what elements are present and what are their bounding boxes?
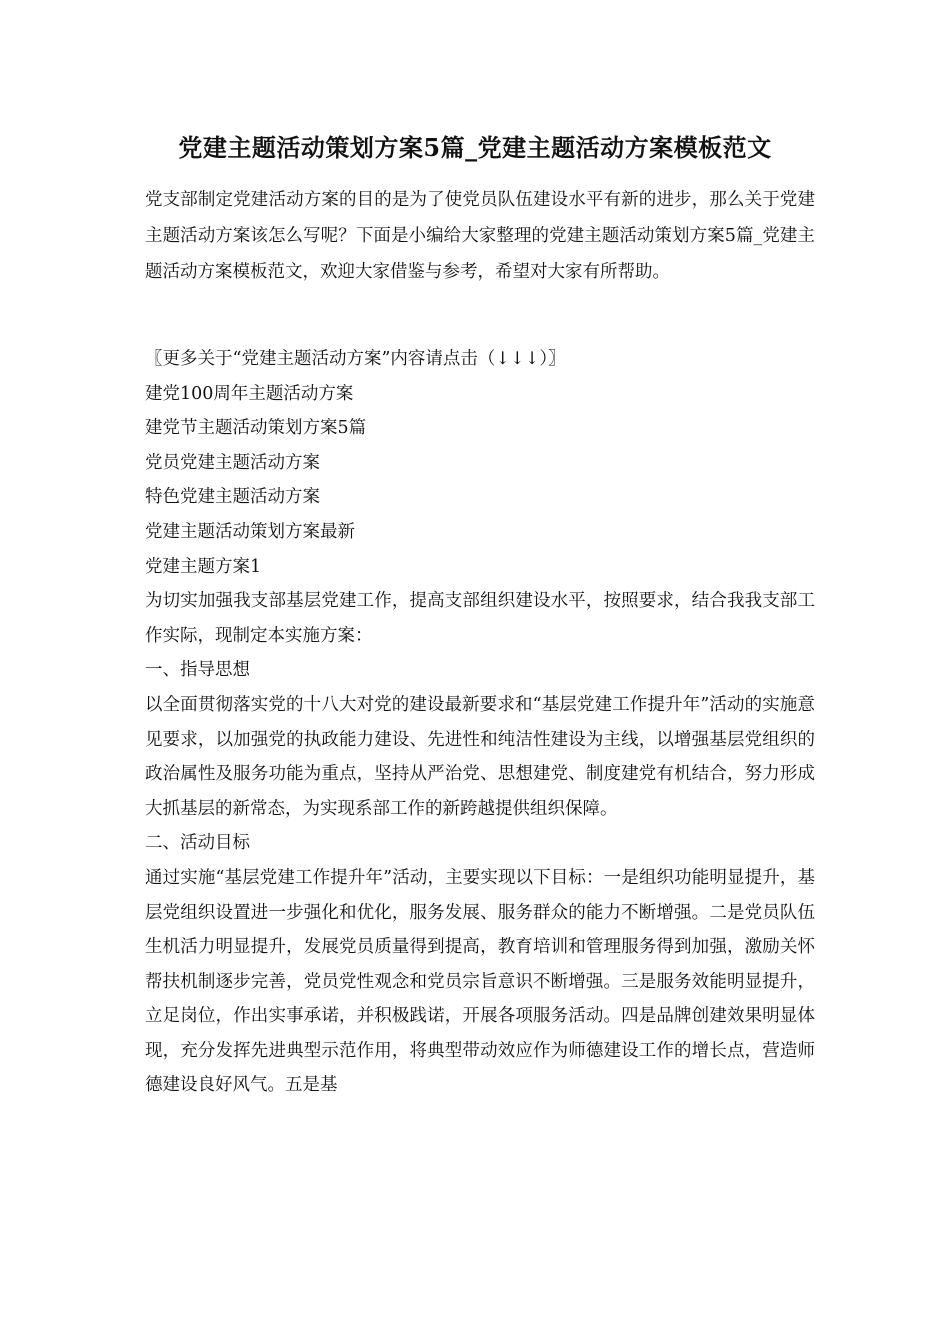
related-link-4[interactable]: 特色党建主题活动方案 — [145, 487, 320, 508]
paragraph-1: 为切实加强我支部基层党建工作，提高支部组织建设水平，按照要求，结合我我支部工作实际，现制定本实施方案： — [145, 591, 815, 646]
section-title: 党建主题方案1 — [145, 556, 262, 577]
document-title: 党建主题活动策划方案5篇_党建主题活动方案模板范文 — [178, 133, 772, 162]
paragraph-2: 以全面贯彻落实党的十八大对党的建设最新要求和“基层党建工作提升年”活动的实施意见要求，以加强党的执政能力建设、先进性和纯洁性建设为主线，以增强基层党组织的政治属性及服务功能为重点，坚持从严治党、思想建党、制度建党有机结合，努力形成大抓基层的新常态，为实现系部工作的新跨越提供组织保障。 — [145, 694, 815, 819]
paragraph-3: 通过实施“基层党建工作提升年”活动，主要实现以下目标：一是组织功能明显提升，基层党组织设置进一步强化和优化，服务发展、服务群众的能力不断增强。二是党员队伍生机活力明显提升，发展党员质量得到提高，教育培训和管理服务得到加强，激励关怀帮扶机制逐步完善，党员党性观念和党员宗旨意识不断增强。三是服务效能明显提升，立足岗位，作出实事承诺，并积极践诺，开展各项服务活动。四是品牌创建效果明显体现，充分发挥先进典型示范作用，将典型带动效应作为师德建设工作的增长点，营造师德建设良好风气。五是基 — [145, 867, 815, 1096]
heading-activity-goals: 二、活动目标 — [145, 833, 250, 854]
document-body — [145, 182, 815, 1103]
more-content-prompt: 〖更多关于“党建主题活动方案”内容请点击（↓↓↓）〗 — [145, 349, 566, 369]
related-link-3[interactable]: 党员党建主题活动方案 — [145, 452, 320, 473]
related-link-1[interactable]: 建党100周年主题活动方案 — [145, 383, 354, 404]
paragraph-gap — [145, 290, 815, 342]
heading-guiding-ideology: 一、指导思想 — [145, 660, 250, 681]
intro-paragraph: 党支部制定党建活动方案的目的是为了使党员队伍建设水平有新的进步，那么关于党建主题活动方案该怎么写呢？下面是小编给大家整理的党建主题活动策划方案5篇_党建主题活动方案模板范文，欢迎大家借鉴与参考，希望对大家有所帮助。 — [145, 190, 815, 282]
related-link-2[interactable]: 建党节主题活动策划方案5篇 — [145, 418, 367, 439]
related-link-5[interactable]: 党建主题活动策划方案最新 — [145, 521, 355, 542]
